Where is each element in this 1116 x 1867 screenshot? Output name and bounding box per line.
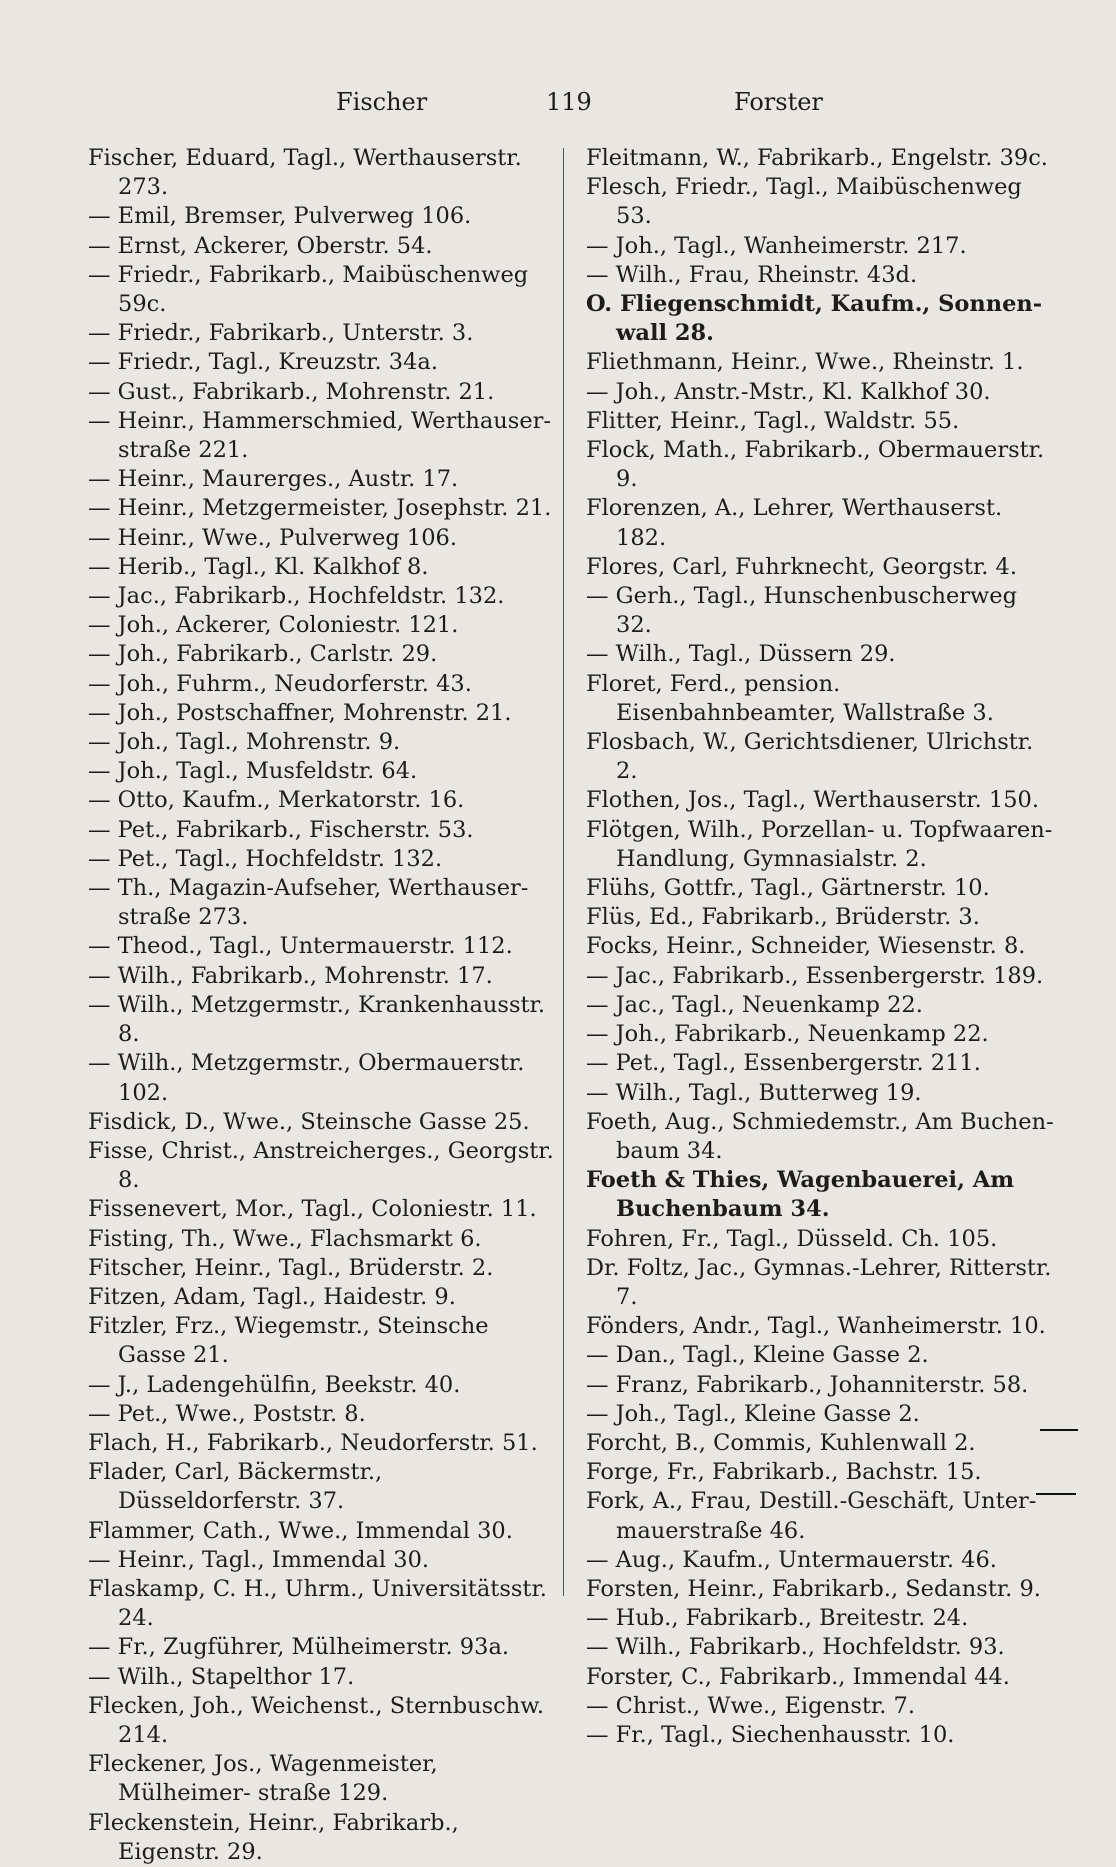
- directory-entry: — Wilh., Tagl., Düssern 29.: [586, 641, 896, 668]
- directory-entry: Fissenevert, Mor., Tagl., Coloniestr. 11.: [88, 1196, 537, 1223]
- right-column: [586, 144, 1058, 1750]
- directory-entry: Flock, Math., Fabrikarb., Obermauerstr. 9.: [586, 437, 1045, 493]
- directory-entry: — Wilh., Frau, Rheinstr. 43d.: [586, 261, 918, 288]
- directory-entry: — Heinr., Metzgermeister, Josephstr. 21.: [88, 495, 552, 522]
- directory-entry: — Pet., Tagl., Hochfeldstr. 132.: [88, 845, 443, 872]
- directory-entry: Flothen, Jos., Tagl., Werthauserstr. 150.: [586, 787, 1039, 814]
- directory-entry: — Joh., Tagl., Kleine Gasse 2.: [586, 1400, 920, 1427]
- directory-entry: Florenzen, A., Lehrer, Werthauserst. 182.: [586, 495, 1003, 551]
- directory-entry: — Theod., Tagl., Untermauerstr. 112.: [88, 933, 513, 960]
- directory-entry: Flaskamp, C. H., Uhrm., Universitätsstr. 24.: [88, 1575, 547, 1632]
- directory-entry: — Joh., Tagl., Mohrenstr. 9.: [88, 729, 401, 756]
- directory-entry: Foeth & Thies, Wagenbauerei, Am Buchenbaum 34.: [586, 1167, 1015, 1223]
- directory-entry: Forsten, Heinr., Fabrikarb., Sedanstr. 9.: [586, 1575, 1041, 1602]
- directory-entry: Flesch, Friedr., Tagl., Maibüschenweg 53.: [586, 174, 1022, 230]
- margin-mark: [1036, 1493, 1076, 1495]
- column-divider: [563, 148, 564, 1596]
- directory-entry: — Emil, Bremser, Pulverweg 106.: [88, 203, 472, 230]
- directory-entry: Focks, Heinr., Schneider, Wiesenstr. 8.: [586, 933, 1026, 960]
- directory-entry: — Jac., Fabrikarb., Hochfeldstr. 132.: [88, 583, 505, 610]
- directory-entry: Foeth, Aug., Schmiedemstr., Am Buchen- baum 34.: [586, 1108, 1054, 1164]
- directory-entry: — Heinr., Tagl., Immendal 30.: [88, 1546, 430, 1573]
- margin-mark: [1040, 1429, 1078, 1431]
- directory-entry: — Joh., Postschaffner, Mohrenstr. 21.: [88, 699, 512, 726]
- directory-entry: Flecken, Joh., Weichenst., Sternbuschw. 214.: [88, 1692, 545, 1748]
- directory-entry: Flosbach, W., Gerichtsdiener, Ulrichstr. 2.: [586, 729, 1034, 785]
- directory-entry: Fohren, Fr., Tagl., Düsseld. Ch. 105.: [586, 1225, 998, 1252]
- directory-entry: Fischer, Eduard, Tagl., Werthauserstr. 273.: [88, 145, 522, 201]
- directory-entry: — Aug., Kaufm., Untermauerstr. 46.: [586, 1546, 997, 1573]
- directory-entry: — Christ., Wwe., Eigenstr. 7.: [586, 1692, 915, 1719]
- directory-entry: — Heinr., Hammerschmied, Werthauser- straße 221.: [88, 407, 552, 464]
- directory-entry: — Th., Magazin-Aufseher, Werthauser- straße 273.: [88, 875, 529, 931]
- directory-entry: Fleitmann, W., Fabrikarb., Engelstr. 39c.: [586, 145, 1048, 171]
- directory-entry: Fitzen, Adam, Tagl., Haidestr. 9.: [88, 1283, 456, 1310]
- directory-entry: — Jac., Tagl., Neuenkamp 22.: [586, 991, 923, 1018]
- directory-entry: — Heinr., Wwe., Pulverweg 106.: [88, 524, 458, 551]
- page-header: [0, 88, 1116, 128]
- directory-entry: Fleckenstein, Heinr., Fabrikarb., Eigenstr. 29.: [88, 1809, 459, 1865]
- directory-entry: Fisse, Christ., Anstreicherges., Georgstr. 8.: [88, 1137, 554, 1194]
- directory-entry: Flach, H., Fabrikarb., Neudorferstr. 51.: [88, 1429, 538, 1456]
- directory-entry: — Fr., Zugführer, Mülheimerstr. 93a.: [88, 1634, 510, 1661]
- directory-entry: — J., Ladengehülfin, Beekstr. 40.: [88, 1371, 461, 1398]
- directory-entry: Fisdick, D., Wwe., Steinsche Gasse 25.: [88, 1108, 530, 1135]
- directory-entry: — Wilh., Fabrikarb., Mohrenstr. 17.: [88, 962, 493, 989]
- directory-entry: Flühs, Gottfr., Tagl., Gärtnerstr. 10.: [586, 875, 990, 902]
- directory-entry: — Pet., Wwe., Poststr. 8.: [88, 1400, 366, 1427]
- directory-entry: — Wilh., Stapelthor 17.: [88, 1663, 355, 1690]
- directory-entry: — Gust., Fabrikarb., Mohrenstr. 21.: [88, 378, 495, 405]
- directory-entry: Forcht, B., Commis, Kuhlenwall 2.: [586, 1429, 976, 1456]
- directory-entry: — Pet., Tagl., Essenbergerstr. 211.: [586, 1050, 981, 1077]
- directory-entry: Floret, Ferd., pension. Eisenbahnbeamter, Wallstraße 3.: [586, 670, 994, 726]
- directory-entry: — Joh., Anstr.-Mstr., Kl. Kalkhof 30.: [586, 378, 991, 405]
- directory-entry: — Ernst, Ackerer, Oberstr. 54.: [88, 232, 433, 259]
- directory-entry: Dr. Foltz, Jac., Gymnas.-Lehrer, Ritterstr. 7.: [586, 1254, 1052, 1310]
- directory-entry: — Otto, Kaufm., Merkatorstr. 16.: [88, 787, 465, 814]
- directory-entry: Flammer, Cath., Wwe., Immendal 30.: [88, 1517, 513, 1544]
- directory-entry: — Wilh., Fabrikarb., Hochfeldstr. 93.: [586, 1634, 1005, 1661]
- directory-entry: — Gerh., Tagl., Hunschenbuscherweg 32.: [586, 583, 1018, 639]
- directory-entry: Flüs, Ed., Fabrikarb., Brüderstr. 3.: [586, 904, 980, 931]
- directory-entry: Fleckener, Jos., Wagenmeister, Mülheimer- straße 129.: [88, 1751, 438, 1807]
- directory-entry: O. Fliegenschmidt, Kaufm., Sonnen- wall 28.: [586, 291, 1043, 347]
- page-number: 119: [546, 88, 592, 116]
- left-column: [88, 144, 560, 1867]
- header-left-keyword: Fischer: [336, 88, 428, 116]
- directory-entry: — Fr., Tagl., Siechenhausstr. 10.: [586, 1721, 955, 1748]
- directory-entry: — Joh., Tagl., Wanheimerstr. 217.: [586, 232, 967, 259]
- directory-entry: — Wilh., Metzgermstr., Krankenhausstr. 8.: [88, 991, 545, 1048]
- directory-entry: — Friedr., Fabrikarb., Unterstr. 3.: [88, 320, 474, 347]
- directory-entry: — Jac., Fabrikarb., Essenbergerstr. 189.: [586, 962, 1044, 989]
- directory-entry: Fönders, Andr., Tagl., Wanheimerstr. 10.: [586, 1313, 1046, 1340]
- directory-entry: — Friedr., Tagl., Kreuzstr. 34a.: [88, 349, 439, 376]
- directory-entry: Flores, Carl, Fuhrknecht, Georgstr. 4.: [586, 553, 1018, 580]
- directory-entry: — Hub., Fabrikarb., Breitestr. 24.: [586, 1605, 969, 1632]
- directory-entry: Flötgen, Wilh., Porzellan- u. Topfwaaren- Handlung, Gymnasialstr. 2.: [586, 816, 1053, 872]
- directory-entry: — Heinr., Maurerges., Austr. 17.: [88, 466, 459, 493]
- directory-entry: — Joh., Ackerer, Coloniestr. 121.: [88, 612, 459, 639]
- directory-entry: Fisting, Th., Wwe., Flachsmarkt 6.: [88, 1225, 482, 1252]
- directory-entry: — Joh., Fabrikarb., Neuenkamp 22.: [586, 1021, 989, 1048]
- directory-entry: Flitter, Heinr., Tagl., Waldstr. 55.: [586, 407, 960, 434]
- directory-entry: — Joh., Fuhrm., Neudorferstr. 43.: [88, 670, 472, 697]
- directory-entry: Fork, A., Frau, Destill.-Geschäft, Unter- mauerstraße 46.: [586, 1488, 1037, 1544]
- directory-entry: — Dan., Tagl., Kleine Gasse 2.: [586, 1342, 929, 1369]
- directory-entry: Fitscher, Heinr., Tagl., Brüderstr. 2.: [88, 1254, 494, 1281]
- directory-entry: Fitzler, Frz., Wiegemstr., Steinsche Gasse 21.: [88, 1313, 489, 1369]
- directory-entry: — Herib., Tagl., Kl. Kalkhof 8.: [88, 553, 429, 580]
- directory-entry: Forge, Fr., Fabrikarb., Bachstr. 15.: [586, 1459, 982, 1486]
- directory-entry: — Wilh., Tagl., Butterweg 19.: [586, 1079, 922, 1106]
- directory-entry: — Friedr., Fabrikarb., Maibüschenweg 59c.: [88, 261, 529, 318]
- directory-entry: — Joh., Tagl., Musfeldstr. 64.: [88, 758, 418, 785]
- directory-entry: Fliethmann, Heinr., Wwe., Rheinstr. 1.: [586, 349, 1024, 376]
- directory-entry: — Wilh., Metzgermstr., Obermauerstr. 102.: [88, 1050, 525, 1106]
- header-right-keyword: Forster: [734, 88, 823, 116]
- directory-entry: — Franz, Fabrikarb., Johanniterstr. 58.: [586, 1371, 1029, 1398]
- directory-entry: — Joh., Fabrikarb., Carlstr. 29.: [88, 641, 438, 668]
- directory-entry: Forster, C., Fabrikarb., Immendal 44.: [586, 1663, 1010, 1690]
- directory-entry: Flader, Carl, Bäckermstr., Düsseldorferstr. 37.: [88, 1459, 383, 1515]
- directory-entry: — Pet., Fabrikarb., Fischerstr. 53.: [88, 816, 474, 843]
